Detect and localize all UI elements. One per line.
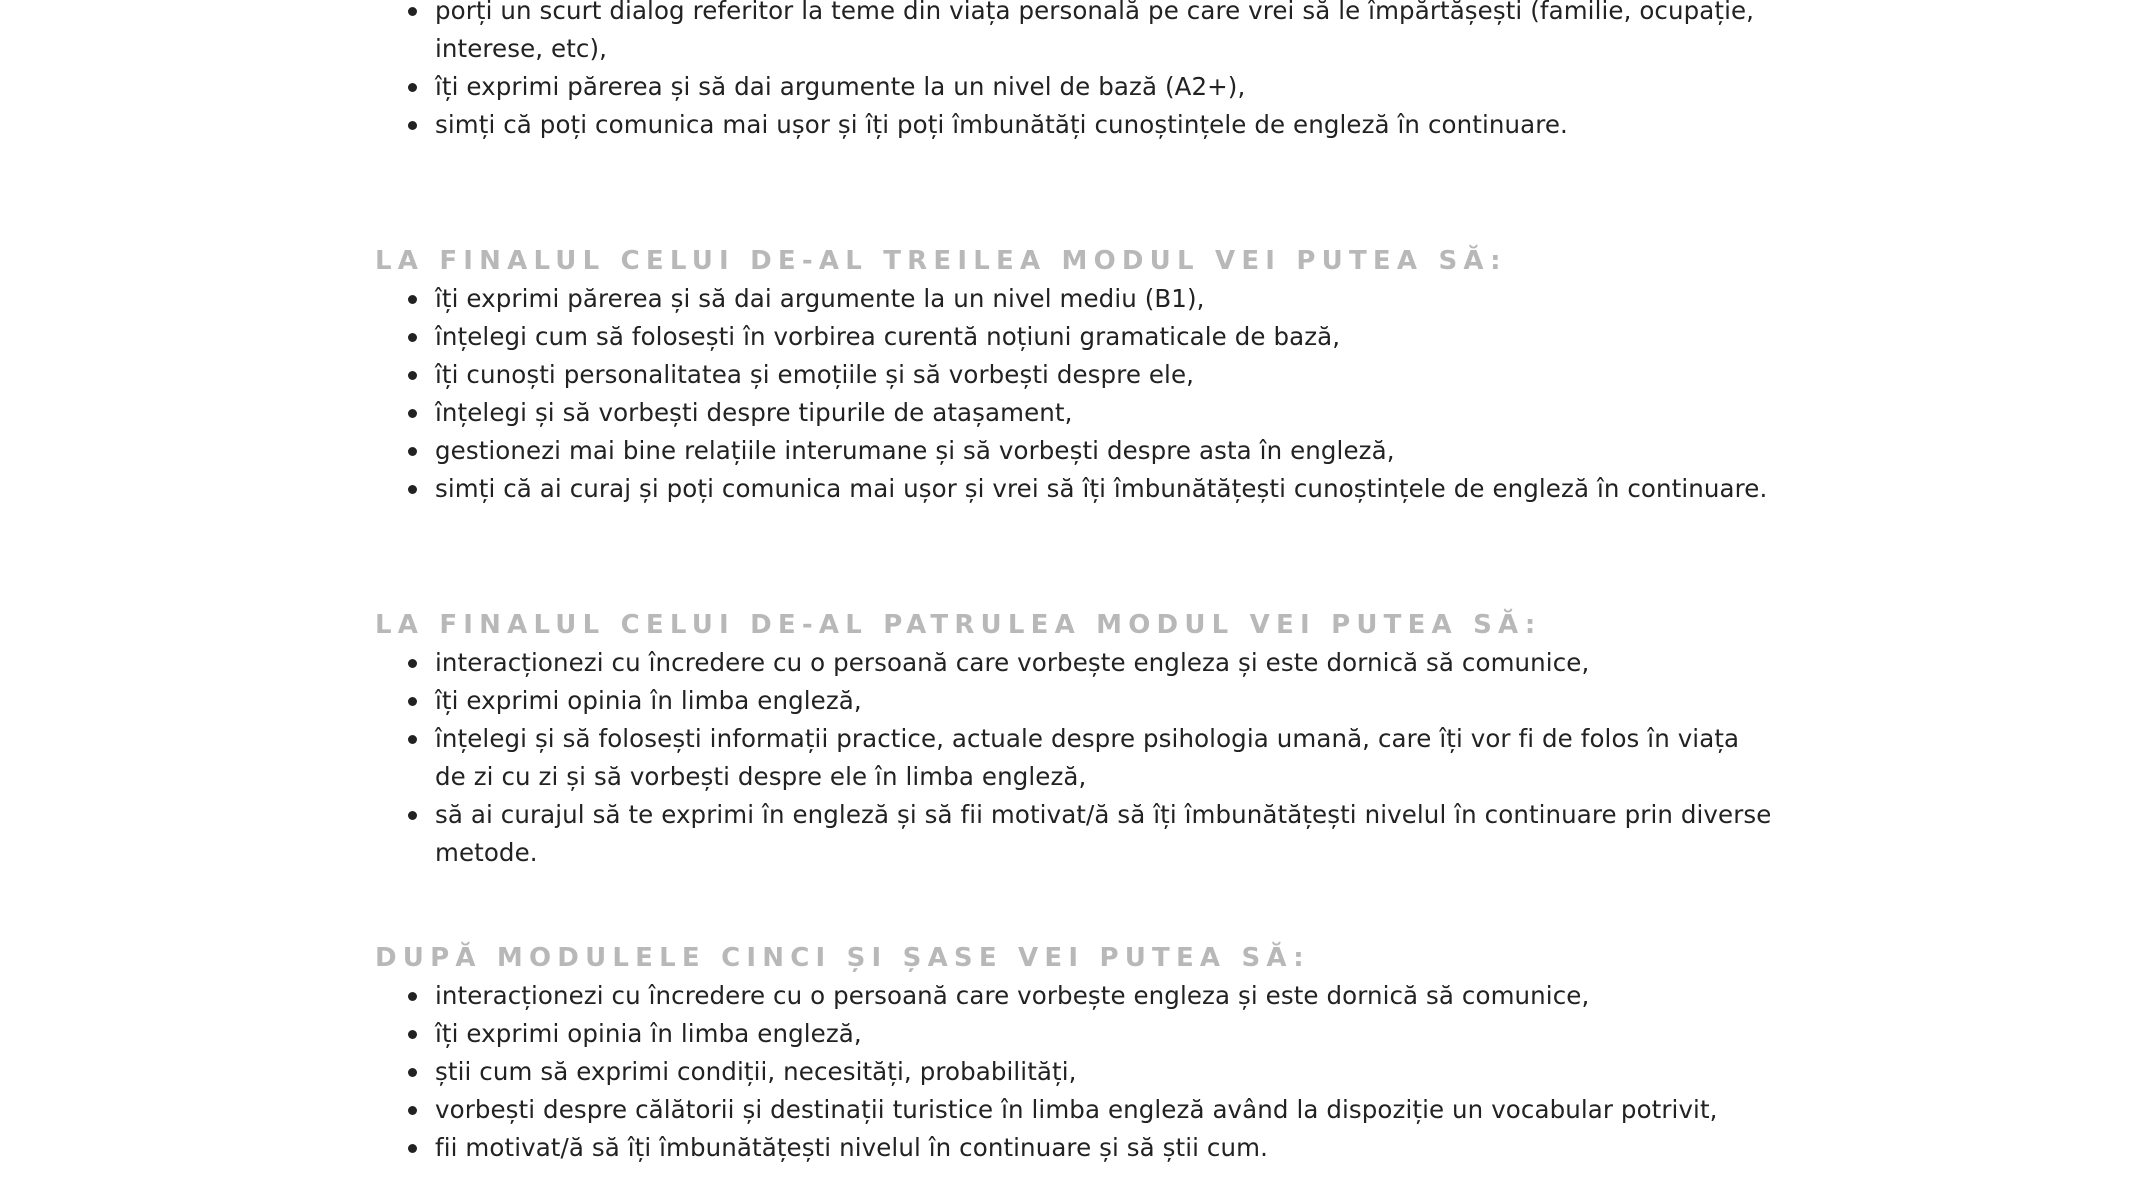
- list-item: înțelegi și să vorbești despre tipurile de atașament,: [435, 394, 1775, 432]
- bullet-icon: [408, 1068, 417, 1077]
- bullet-icon: [408, 485, 417, 494]
- bullet-icon: [408, 295, 417, 304]
- bullet-icon: [408, 121, 417, 130]
- outcomes-list: [375, 977, 1775, 1167]
- bullet-icon: [408, 447, 417, 456]
- bullet-icon: [408, 659, 417, 668]
- bullet-icon: [408, 409, 417, 418]
- list-item: simți că ai curaj și poți comunica mai ușor și vrei să îți îmbunătățești cunoștințele de engleză în continuare.: [435, 470, 1775, 508]
- list-item: îți exprimi părerea și să dai argumente la un nivel mediu (B1),: [435, 280, 1775, 318]
- list-item: fii motivat/ă să îți îmbunătățești nivelul în continuare și să știi cum.: [435, 1129, 1775, 1167]
- bullet-icon: [408, 697, 417, 706]
- section-module-3-outcomes: [375, 242, 1775, 508]
- section-module-2-outcomes: [375, 0, 1775, 144]
- list-item: îți cunoști personalitatea și emoțiile și să vorbești despre ele,: [435, 356, 1775, 394]
- section-modules-5-6-outcomes: [375, 939, 1775, 1167]
- bullet-icon: [408, 811, 417, 820]
- section-heading: LA FINALUL CELUI DE-AL TREILEA MODUL VEI PUTEA SĂ:: [375, 246, 1507, 276]
- bullet-icon: [408, 371, 417, 380]
- list-item: îți exprimi părerea și să dai argumente la un nivel de bază (A2+),: [435, 68, 1775, 106]
- outcomes-list: [375, 644, 1775, 872]
- bullet-icon: [408, 7, 417, 16]
- bullet-icon: [408, 1106, 417, 1115]
- list-item: porți un scurt dialog referitor la teme din viața personală pe care vrei să le împărtășești (familie, ocupație, interese, etc),: [435, 0, 1775, 68]
- outcomes-list: [375, 280, 1775, 508]
- section-heading: LA FINALUL CELUI DE-AL PATRULEA MODUL VEI PUTEA SĂ:: [375, 610, 1542, 640]
- bullet-icon: [408, 992, 417, 1001]
- list-item: interacționezi cu încredere cu o persoană care vorbește engleza și este dornică să comunice,: [435, 644, 1775, 682]
- section-heading: DUPĂ MODULELE CINCI ȘI ȘASE VEI PUTEA SĂ:: [375, 943, 1310, 973]
- list-item: vorbești despre călătorii și destinații turistice în limba engleză având la dispoziție un vocabular potrivit,: [435, 1091, 1775, 1129]
- list-item: simți că poți comunica mai ușor și îți poți îmbunătăți cunoștințele de engleză în continuare.: [435, 106, 1775, 144]
- list-item: să ai curajul să te exprimi în engleză și să fii motivat/ă să îți îmbunătățești nivelul în continuare prin diverse metode.: [435, 796, 1775, 872]
- bullet-icon: [408, 1030, 417, 1039]
- page-content: [375, 0, 1775, 1167]
- bullet-icon: [408, 1144, 417, 1153]
- section-module-4-outcomes: [375, 606, 1775, 872]
- list-item: gestionezi mai bine relațiile interumane și să vorbești despre asta în engleză,: [435, 432, 1775, 470]
- bullet-icon: [408, 333, 417, 342]
- outcomes-list: [375, 0, 1775, 144]
- bullet-icon: [408, 83, 417, 92]
- list-item: îți exprimi opinia în limba engleză,: [435, 1015, 1775, 1053]
- list-item: interacționezi cu încredere cu o persoană care vorbește engleza și este dornică să comunice,: [435, 977, 1775, 1015]
- list-item: îți exprimi opinia în limba engleză,: [435, 682, 1775, 720]
- list-item: știi cum să exprimi condiții, necesități, probabilități,: [435, 1053, 1775, 1091]
- list-item: înțelegi și să folosești informații practice, actuale despre psihologia umană, care îți vor fi de folos în viața de zi cu zi și să vorbești despre ele în limba engleză,: [435, 720, 1775, 796]
- list-item: înțelegi cum să folosești în vorbirea curentă noțiuni gramaticale de bază,: [435, 318, 1775, 356]
- bullet-icon: [408, 735, 417, 744]
